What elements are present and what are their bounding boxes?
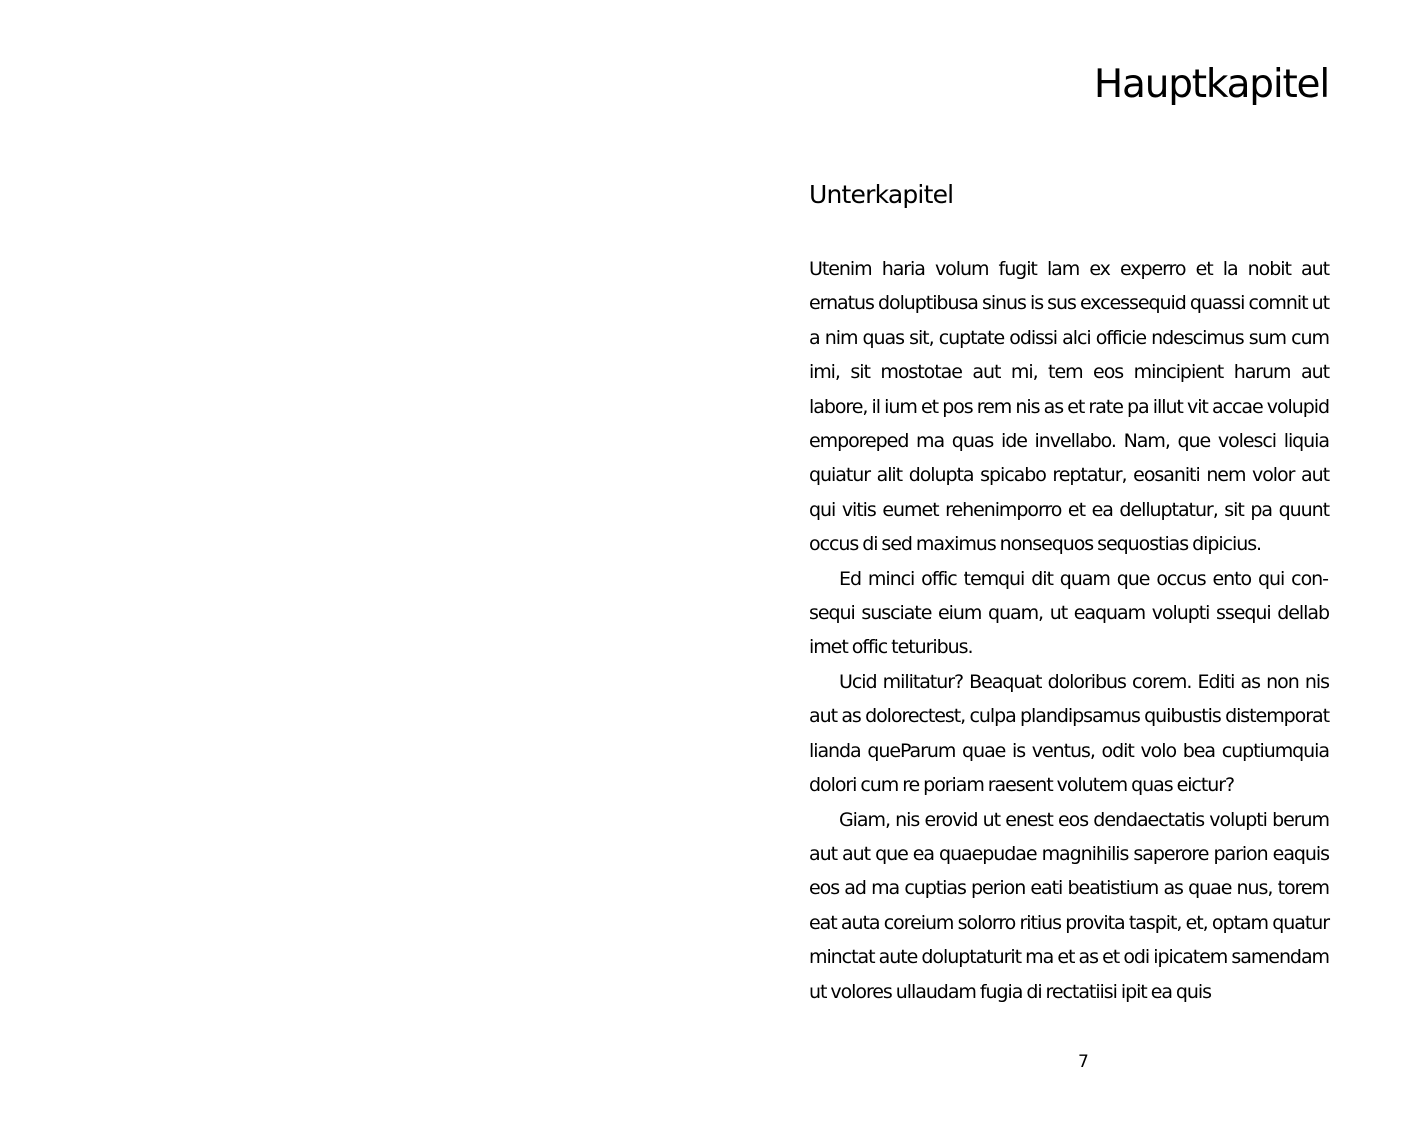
- body-text: [809, 252, 1329, 1009]
- section-title: Unterkapitel: [809, 180, 954, 209]
- paragraph-3: Ucid militatur? Beaquat doloribus corem. Editi as non nis aut as dolorectest, culpa plandipsamus quibustis distemporat lianda queParum quae is ventus, odit volo bea cuptiumquia dolori cum re poriam raesent volutem quas eictur?: [809, 670, 1329, 797]
- right-page: [708, 0, 1417, 1122]
- paragraph-2: Ed minci offic temqui dit quam que occus ento qui consequi susciate eium quam, ut eaquam volupti ssequi dellab imet offic teturibus.: [809, 567, 1329, 659]
- page-number: 7: [1078, 1052, 1089, 1072]
- left-page-blank: [0, 0, 708, 1122]
- paragraph-1: Utenim haria volum fugit lam ex experro et la nobit aut ernatus doluptibusa sinus is sus excessequid quassi comnit ut a nim quas sit, cuptate odissi alci officie ndescimus sum cum imi, sit mostotae aut mi, tem eos mincipient harum aut labore, il ium et pos rem nis as et rate pa illut vit accae volupid emporeped ma quas ide invellabo. Nam, que volesci liquia quiatur alit dolupta spicabo reptatur, eosaniti nem volor aut qui vitis eumet rehenimporro et ea delluptatur, sit pa quunt occus di sed maximus nonsequos sequostias dipicius.: [809, 258, 1329, 556]
- paragraph-4: Giam, nis erovid ut enest eos dendaectatis volupti berum aut aut que ea quaepudae magnihilis saperore parion eaquis eos ad ma cuptias perion eati beatistium as quae nus, torem eat auta coreium solorro ritius provita taspit, et, optam quatur minctat aute doluptaturit ma et as et odi ipicatem samendam ut volores ullaudam fugia di rectatiisi ipit ea quis: [809, 808, 1329, 1003]
- chapter-title: Hauptkapitel: [1093, 62, 1329, 107]
